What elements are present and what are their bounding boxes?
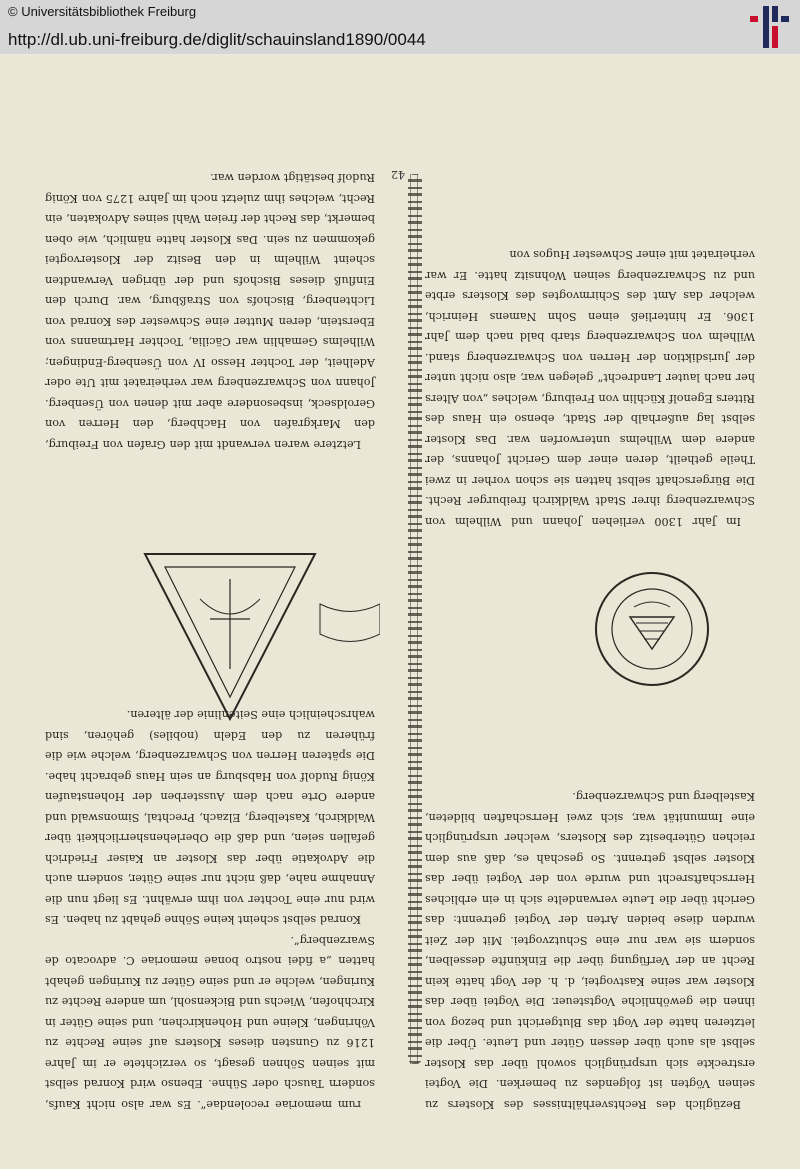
banner-url[interactable]: http://dl.ub.uni-freiburg.de/diglit/schauinsland1890/0044 [8,30,426,49]
paragraph: Im Jahr 1300 verliehen Johann und Wilhelm von Schwarzenberg ihrer Stadt Waldkirch freiburger Recht. Die Bürgerschaft selbst hatten sie schon vorher in zwei Theile getheilt, deren einer dem Gericht Johanns, der andere dem Wilhelms unterworfen war. Das Kloster selbst lag außerhalb der Stadt, ebenso ein Haus des Ritters Egenolf Küchlin von Freiburg, welches „von Alters her nach lauter Landrecht“ gelegen war, also nicht unter der Jurisdiktion der Herren von Schwarzenberg stand. Wilhelm von Schwarzenberg starb bald nach dem Jahr 1306. Er hinterließ einen Sohn Namens Heinrich, welcher das Amt des Schirmvogtes des Klosters erbte und zu Schwarzenberg seinen Wohnsitz hatte. Er war verheiratet mit einer Schwester Hugos von [425,248,755,528]
ornamental-divider-inner [410,174,418,1064]
seal-schwarzenberg-icon [592,569,712,689]
banner-copyright: © Universitätsbibliothek Freiburg [8,4,197,19]
rotated-spread [0,55,800,1169]
page-number: 42 [391,168,405,181]
seal-waldkirch-icon [120,539,380,729]
paragraph: Letztere waren verwandt mit den Grafen von Freiburg, den Markgrafen von Hachberg, den Herren von Geroldseck, insbesondere aber mit denen von Üsenberg. Johann von Schwarzenberg war verheiratet mit Ute oder Adelheit, der Tochter Hesso IV von Üsenberg-Endingen; Wilhelms Gemahlin war Cäcilia, Tochter Hartmanns von Eberstein, deren Mutter eine Schwester des Konrad von Lichtenberg, Bischofs von Straßburg, war. Durch den Einfluß dieses Bischofs und der übrigen Verwandten scheint Wilhelm in den Besitz der Klostervogtei gekommen zu sein. Das Kloster hatte nämlich, wie oben bemerkt, das Recht der freien Wahl seines Advokaten, ein Recht, welches ihm zuletzt noch im Jahre 1275 von König Rudolf bestätigt worden war. [45,171,375,451]
scanned-page [0,55,800,1169]
paragraph: Konrad selbst scheint keine Söhne gehabt zu haben. Es wird nur eine Tochter von ihm erwähnt. Es liegt nun die Annahme nahe, daß nicht nur seine Güter, sondern auch die Advokatie über das Kloster an Kaiser Friedrich gefallen seien, und daß die Oberlehensherrlichkeit über Waldkirch, Kastelberg, Elzach, Prechtal, Simonswald und andere Orte nach dem Aussterben der Hohenstaufen König Rudolf von Habsburg an sein Haus gebracht habe. Die späteren Herren von Schwarzenberg, welche wie die früheren zu den Edeln (nobiles) gehören, sind wahrscheinlich eine Seitenlinie der älteren. [45,708,375,927]
library-logo-icon [750,6,790,48]
paragraph: Bezüglich des Rechtsverhältnisses des Klosters zu seinen Vögten ist folgendes zu bemerken. Die Vogtei erstreckte sich ursprünglich sowohl über das Kloster selbst als auch über dessen Güter und Leute. Über die letzteren hatte der Vogt das Blutgericht und bezog von ihnen die gewöhnliche Vogtsteuer. Die Vogtei über das Kloster war seine Kastvogtei, d. h. der Vogt hatte kein Recht an der Verfügung über die Einkünfte desselben, sondern sie war nur eine Schutzvogtei. Mit der Zeit wurden diese beiden Arten der Vogtei getrennt: das Gericht über die Leute verwandelte sich in ein erbliches Herrschaftsrecht und wurde von der Vogtei über das Kloster selbst getrennt. So geschah es, daß aus dem reichen Güterbesitz des Klosters, welcher ursprünglich eine Immunität war, sich zwei Herrschaften bildeten, Kastelberg und Schwarzenberg. [425,790,755,1111]
library-banner [0,0,800,54]
paragraph: rum memoriae recolendae“. Es war also nicht Kaufs, sondern Tausch oder Sühne. Ebenso wird Konrad selbst mit seinen Söhnen gesagt, so verzichtete er im Jahre 1216 zu Gunsten dieses Klosters auf seine Rechte zu Vöhringen, Kleine und Hohenkirchen, und seine Güter in Kirchhofen, Wiechs und Bickensohl, um andere Rechte zu Kuringen, welche er und seine Güter zu Kuringen gehabt hatten „a fidei nostro bonae memoriae C. advocato de Swarzenberg“. [45,934,375,1111]
